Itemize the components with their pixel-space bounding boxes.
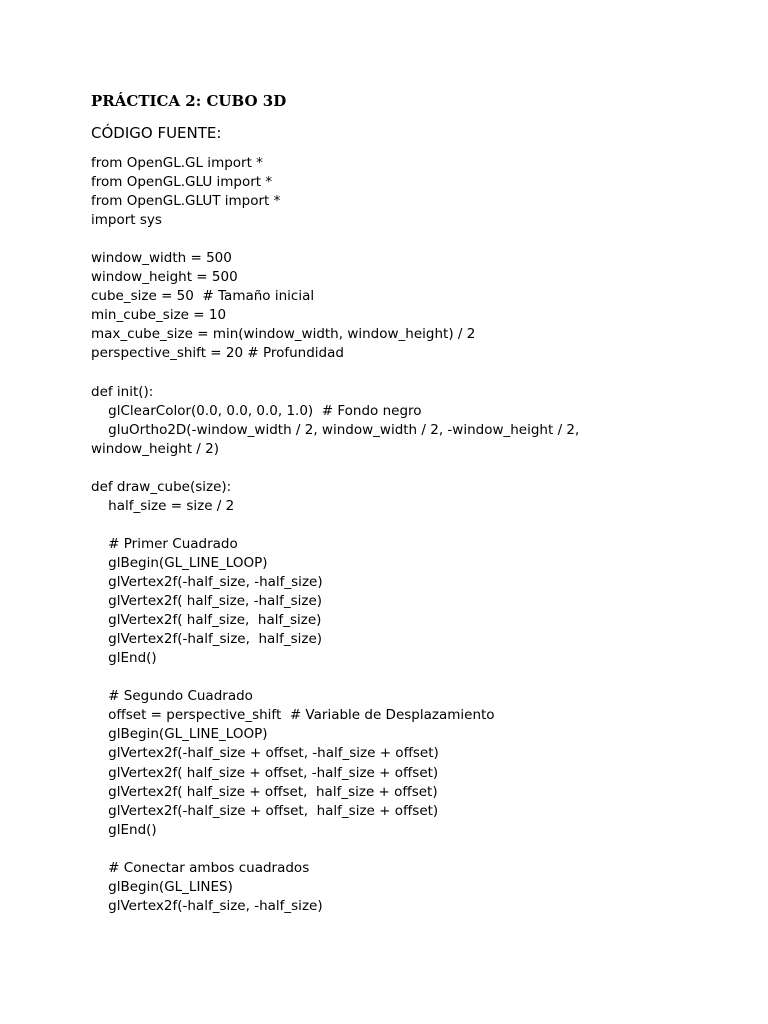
code-line: window_height / 2)	[91, 440, 219, 457]
code-line	[91, 840, 691, 859]
code-line: from OpenGL.GL import *	[91, 155, 263, 171]
source-code-block	[91, 154, 691, 916]
code-line: gluOrtho2D(-window_width / 2, window_width / 2, -window_height / 2,	[91, 421, 580, 438]
code-line: glBegin(GL_LINES)	[91, 878, 233, 895]
code-line: # Conectar ambos cuadrados	[91, 859, 310, 876]
code-line: glVertex2f( half_size + offset, -half_size + offset)	[91, 764, 439, 781]
code-line	[91, 668, 691, 687]
code-line: glEnd()	[91, 821, 157, 838]
code-line: glBegin(GL_LINE_LOOP)	[91, 726, 268, 743]
code-line: glVertex2f(-half_size, half_size)	[91, 631, 323, 648]
code-line: half_size = size / 2	[91, 497, 235, 514]
code-line: glVertex2f(-half_size, -half_size)	[91, 897, 323, 914]
code-line: min_cube_size = 10	[91, 307, 227, 324]
code-line	[91, 516, 691, 535]
code-line: import sys	[91, 212, 162, 229]
code-line: def init():	[91, 383, 154, 400]
code-line: glVertex2f(-half_size + offset, -half_size + offset)	[91, 745, 439, 762]
code-line: glVertex2f( half_size, -half_size)	[91, 593, 323, 610]
code-line: offset = perspective_shift # Variable de Desplazamiento	[91, 707, 495, 724]
code-line: glBegin(GL_LINE_LOOP)	[91, 554, 268, 571]
code-line: max_cube_size = min(window_width, window_height) / 2	[91, 326, 476, 343]
code-line: # Segundo Cuadrado	[91, 688, 253, 705]
section-heading: CÓDIGO FUENTE:	[91, 124, 222, 142]
code-line	[91, 459, 691, 478]
code-line: window_width = 500	[91, 250, 232, 267]
code-line: glVertex2f(-half_size + offset, half_size + offset)	[91, 802, 439, 819]
code-line: # Primer Cuadrado	[91, 535, 238, 552]
code-line: window_height = 500	[91, 269, 238, 286]
document-title: PRÁCTICA 2: CUBO 3D	[91, 92, 287, 110]
code-line	[91, 230, 691, 249]
code-line: glEnd()	[91, 650, 157, 667]
code-line: perspective_shift = 20 # Profundidad	[91, 345, 344, 362]
code-line: glVertex2f(-half_size, -half_size)	[91, 574, 323, 591]
code-line: from OpenGL.GLU import *	[91, 174, 273, 191]
code-line: glVertex2f( half_size + offset, half_size + offset)	[91, 783, 438, 800]
code-line	[91, 364, 691, 383]
code-line: glVertex2f( half_size, half_size)	[91, 612, 322, 629]
code-line: glClearColor(0.0, 0.0, 0.0, 1.0) # Fondo negro	[91, 402, 422, 419]
code-line: def draw_cube(size):	[91, 478, 232, 495]
code-line: cube_size = 50 # Tamaño inicial	[91, 288, 315, 305]
code-line: from OpenGL.GLUT import *	[91, 193, 281, 210]
